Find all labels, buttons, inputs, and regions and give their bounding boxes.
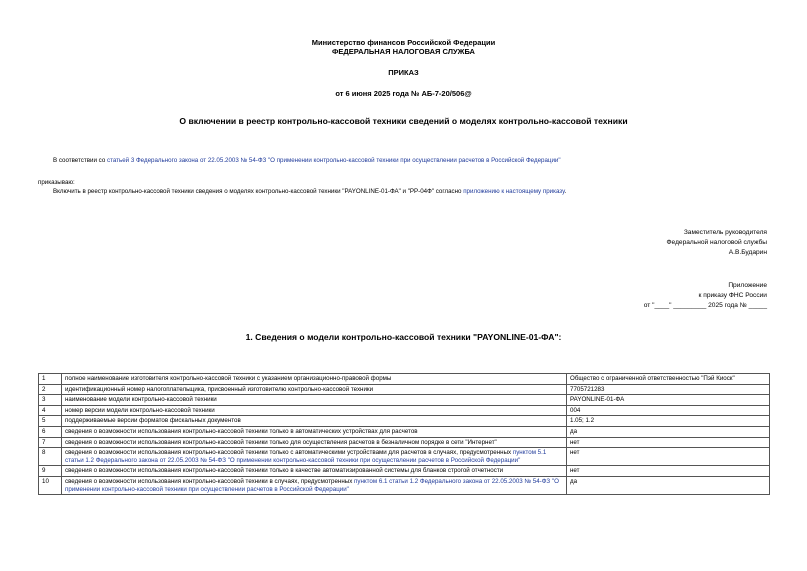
row-number: 4 bbox=[39, 405, 62, 416]
preamble bbox=[53, 157, 773, 165]
row-description bbox=[62, 437, 567, 448]
row-value: да bbox=[567, 426, 770, 437]
section-title: 1. Сведения о модели контрольно-кассовой техники "PAYONLINE-01-ФА": bbox=[245, 332, 562, 342]
order-text-suffix: . bbox=[564, 188, 567, 195]
table-row bbox=[39, 448, 770, 466]
signature-organization: Федеральной налоговой службы bbox=[666, 239, 767, 246]
table-row bbox=[39, 476, 770, 494]
signature-block bbox=[527, 228, 767, 258]
row-description bbox=[62, 448, 567, 466]
table-row bbox=[39, 384, 770, 395]
order-word: приказываю: bbox=[38, 179, 75, 186]
row-description bbox=[62, 466, 567, 477]
row-description-text: сведения о возможности использования контрольно-кассовой техники в случаях, предусмотренных bbox=[65, 477, 355, 485]
table-row bbox=[39, 466, 770, 477]
doc-type: ПРИКАЗ bbox=[388, 68, 419, 77]
order-text-prefix: Включить в реестр контрольно-кассовой техники сведения о моделях контрольно-кассовой техники "PAYONLINE-01-ФА" и "PP-04Ф" согласно bbox=[53, 188, 464, 195]
row-description bbox=[62, 374, 567, 385]
row-number: 1 bbox=[39, 374, 62, 385]
row-value: 004 bbox=[567, 405, 770, 416]
row-value: нет bbox=[567, 448, 770, 466]
row-description bbox=[62, 416, 567, 427]
row-value: нет bbox=[567, 437, 770, 448]
signature-position: Заместитель руководителя bbox=[683, 229, 767, 236]
row-description-text: поддерживаемые версии форматов фискальных документов bbox=[65, 417, 241, 425]
preamble-prefix: В соответствии со bbox=[53, 157, 107, 164]
row-number: 3 bbox=[39, 395, 62, 406]
table-row bbox=[39, 426, 770, 437]
row-value: 7705721283 bbox=[567, 384, 770, 395]
row-description bbox=[62, 405, 567, 416]
row-description bbox=[62, 384, 567, 395]
row-description bbox=[62, 426, 567, 437]
row-number: 7 bbox=[39, 437, 62, 448]
row-description-text: полное наименование изготовителя контрольно-кассовой техники с указанием организационно-правовой формы bbox=[65, 375, 392, 382]
row-number: 9 bbox=[39, 466, 62, 477]
row-number: 8 bbox=[39, 448, 62, 466]
table-row bbox=[39, 416, 770, 427]
row-description bbox=[62, 476, 567, 494]
row-value: да bbox=[567, 476, 770, 494]
row-description-text: идентификационный номер налогоплательщика, присвоенный изготовителю контрольно-кассовой техники bbox=[65, 385, 374, 393]
row-description-text: сведения о возможности использования контрольно-кассовой техники только с автоматическими устройствами для расчетов в случаях, предусмотренных bbox=[65, 449, 513, 457]
doc-title: О включении в реестр контрольно-кассовой техники сведений о моделях контрольно-кассовой техники bbox=[179, 116, 628, 126]
doc-date-number: от 6 июня 2025 года № АБ-7-20/506@ bbox=[335, 89, 472, 98]
row-description-text: сведения о возможности использования контрольно-кассовой техники только для осуществления расчетов в безналичном порядке в сети "Интернет" bbox=[65, 438, 497, 446]
law-article-link[interactable]: статьей 3 Федерального закона от 22.05.2003 № 54-ФЗ "О применении контрольно-кассовой техники при осуществлении расчетов в Российской Федерации" bbox=[106, 157, 561, 164]
table-row bbox=[39, 374, 770, 385]
row-description bbox=[62, 395, 567, 406]
row-number: 5 bbox=[39, 416, 62, 427]
row-law-link[interactable]: пунктом 6.1 статьи 1.2 Федерального закона от 22.05.2003 № 54-ФЗ "О применении контрольно-кассовой техники при осуществлении расчетов в Российской Федерации" bbox=[65, 477, 559, 493]
row-number: 2 bbox=[39, 384, 62, 395]
row-value: PAYONLINE-01-ФА bbox=[567, 395, 770, 406]
row-value: 1.05; 1.2 bbox=[567, 416, 770, 427]
row-description-text: сведения о возможности использования контрольно-кассовой техники только в качестве автоматизированной системы для бланков строгой отчетности bbox=[65, 467, 504, 475]
row-number: 10 bbox=[39, 476, 62, 494]
row-description-text: сведения о возможности использования контрольно-кассовой техники только в автоматических устройствах для расчетов bbox=[65, 427, 418, 435]
signature-name: А.В.Бударин bbox=[728, 249, 767, 256]
appendix-label: Приложение bbox=[728, 282, 767, 289]
row-number: 6 bbox=[39, 426, 62, 437]
order-text bbox=[53, 188, 773, 196]
table-row bbox=[39, 405, 770, 416]
appendix-link[interactable]: приложению к настоящему приказу bbox=[463, 188, 565, 195]
appendix-ref: к приказу ФНС России bbox=[698, 292, 767, 299]
table-row bbox=[39, 395, 770, 406]
service-name: ФЕДЕРАЛЬНАЯ НАЛОГОВАЯ СЛУЖБА bbox=[332, 47, 475, 56]
table-row bbox=[39, 437, 770, 448]
appendix-block bbox=[527, 281, 767, 311]
row-value: Общество с ограниченной ответственностью "Пэй Киоск" bbox=[567, 374, 770, 385]
row-description-text: наименование модели контрольно-кассовой техники bbox=[65, 396, 217, 404]
row-description-text: номер версии модели контрольно-кассовой техники bbox=[65, 406, 215, 414]
appendix-date: от "____" _________ 2025 года № _____ bbox=[643, 302, 767, 309]
model-info-table bbox=[38, 373, 770, 495]
ministry-name: Министерство финансов Российской Федерации bbox=[311, 38, 496, 47]
row-value: нет bbox=[567, 466, 770, 477]
row-law-link[interactable]: пунктом 5.1 статьи 1.2 Федерального закона от 22.05.2003 № 54-ФЗ "О применении контрольно-кассовой техники при осуществлении расчетов в Российской Федерации" bbox=[65, 449, 547, 464]
